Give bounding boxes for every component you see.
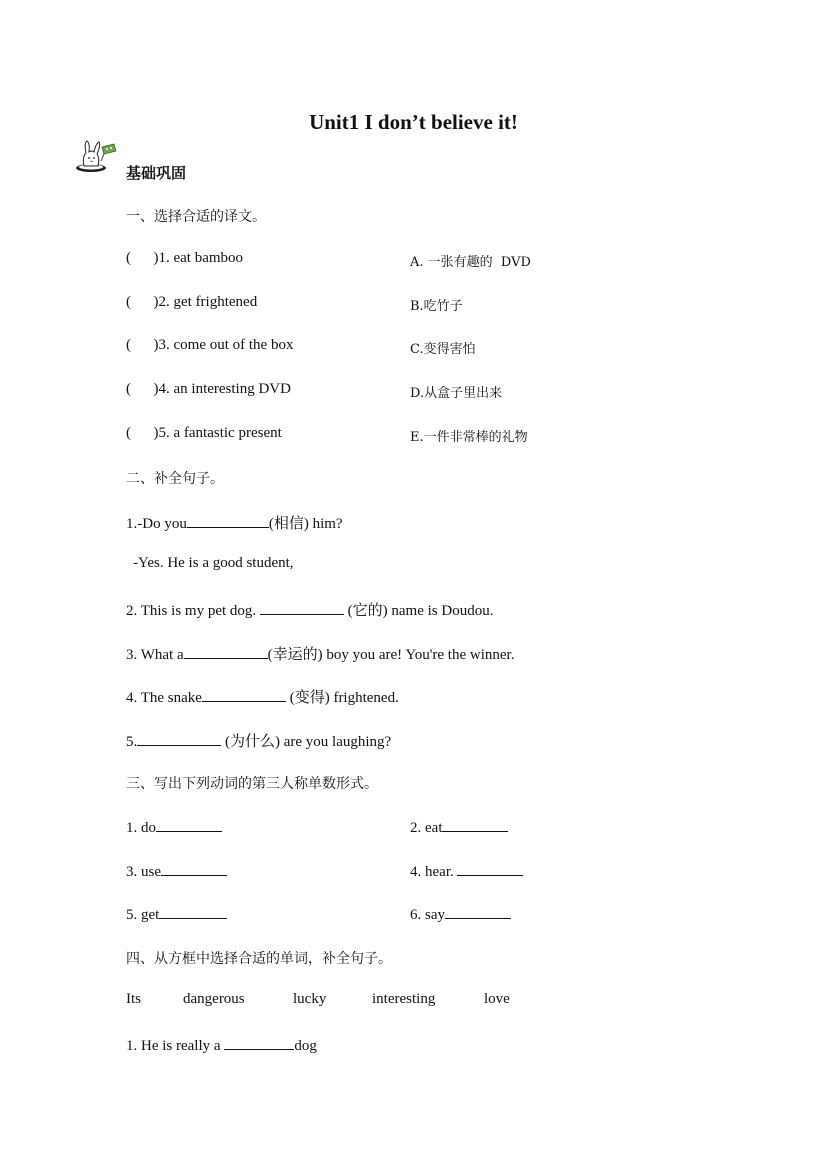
part2-reply-1: -Yes. He is a good student, xyxy=(133,555,294,571)
question-text: (变得) frightened. xyxy=(285,690,399,706)
part2-question-3 xyxy=(126,643,514,664)
part1-item-left: ( )3. come out of the box xyxy=(126,337,294,353)
answer-blank[interactable] xyxy=(156,817,222,832)
section-label: 基础巩固 xyxy=(126,164,187,182)
page-title: Unit1 I don’t believe it! xyxy=(309,110,518,134)
question-text: 3. What a xyxy=(126,647,184,663)
question-text: (幸运的) boy you are! You're the winner. xyxy=(267,647,515,663)
part3-heading: 三、写出下列动词的第三人称单数形式。 xyxy=(126,776,378,792)
part1-item-right: E.一件非常棒的礼物 xyxy=(410,430,528,445)
part3-item-right xyxy=(410,817,508,837)
answer-blank[interactable] xyxy=(137,731,221,746)
verb-label: 4. hear. xyxy=(410,864,458,880)
question-text: (为什么) are you laughing? xyxy=(221,734,392,750)
part4-heading: 四、从方框中选择合适的单词，补全句子。 xyxy=(126,951,392,967)
answer-blank[interactable] xyxy=(187,513,269,528)
question-text: 2. This is my pet dog. xyxy=(126,603,260,619)
part1-item-right: D.从盒子里出来 xyxy=(410,386,503,401)
part2-question-1 xyxy=(126,512,343,533)
verb-label: 2. eat xyxy=(410,820,443,836)
part3-item-left xyxy=(126,861,227,881)
part3-item-right xyxy=(410,861,523,881)
part2-question-5 xyxy=(126,730,391,751)
word-bank-item: interesting xyxy=(372,991,436,1007)
part3-item-right xyxy=(410,904,511,924)
rabbit-mascot-icon xyxy=(74,139,118,173)
question-text: 1. He is really a xyxy=(126,1038,225,1054)
part2-question-2 xyxy=(126,599,493,620)
part3-item-left xyxy=(126,904,227,924)
answer-blank[interactable] xyxy=(457,861,523,876)
answer-blank[interactable] xyxy=(260,600,344,615)
part1-item-right: C.变得害怕 xyxy=(410,342,476,357)
verb-label: 1. do xyxy=(126,820,156,836)
part2-question-4 xyxy=(126,686,399,707)
answer-blank[interactable] xyxy=(202,687,286,702)
verb-label: 6. say xyxy=(410,907,445,923)
word-bank-item: lucky xyxy=(293,991,327,1007)
part1-item-left: ( )4. an interesting DVD xyxy=(126,381,291,397)
word-bank-item: Its xyxy=(126,991,141,1007)
word-bank-item: love xyxy=(484,991,510,1007)
part4-question-1 xyxy=(126,1035,317,1055)
question-text: 5. xyxy=(126,734,138,750)
verb-label: 3. use xyxy=(126,864,161,880)
verb-label: 5. get xyxy=(126,907,160,923)
part1-item-left: ( )5. a fantastic present xyxy=(126,425,282,441)
question-text: 4. The snake xyxy=(126,690,202,706)
answer-blank[interactable] xyxy=(159,904,227,919)
answer-blank[interactable] xyxy=(442,817,508,832)
answer-blank[interactable] xyxy=(161,861,227,876)
answer-blank[interactable] xyxy=(445,904,511,919)
question-text: dog xyxy=(294,1038,317,1054)
answer-blank[interactable] xyxy=(184,644,268,659)
answer-blank[interactable] xyxy=(224,1035,294,1050)
part1-heading: 一、选择合适的译文。 xyxy=(126,209,266,225)
part3-item-left xyxy=(126,817,222,837)
part1-item-left: ( )2. get frightened xyxy=(126,294,258,310)
question-text: 1.-Do you xyxy=(126,516,187,532)
part1-item-left: ( )1. eat bamboo xyxy=(126,250,244,266)
question-text: (相信) him? xyxy=(268,516,343,532)
part1-item-right: A. 一张有趣的 DVD xyxy=(410,255,531,270)
part1-item-right: B.吃竹子 xyxy=(410,299,463,314)
word-bank-item: dangerous xyxy=(183,991,245,1007)
part2-heading: 二、补全句子。 xyxy=(126,471,224,487)
question-text: (它的) name is Doudou. xyxy=(343,603,494,619)
word-bank xyxy=(126,991,646,1011)
